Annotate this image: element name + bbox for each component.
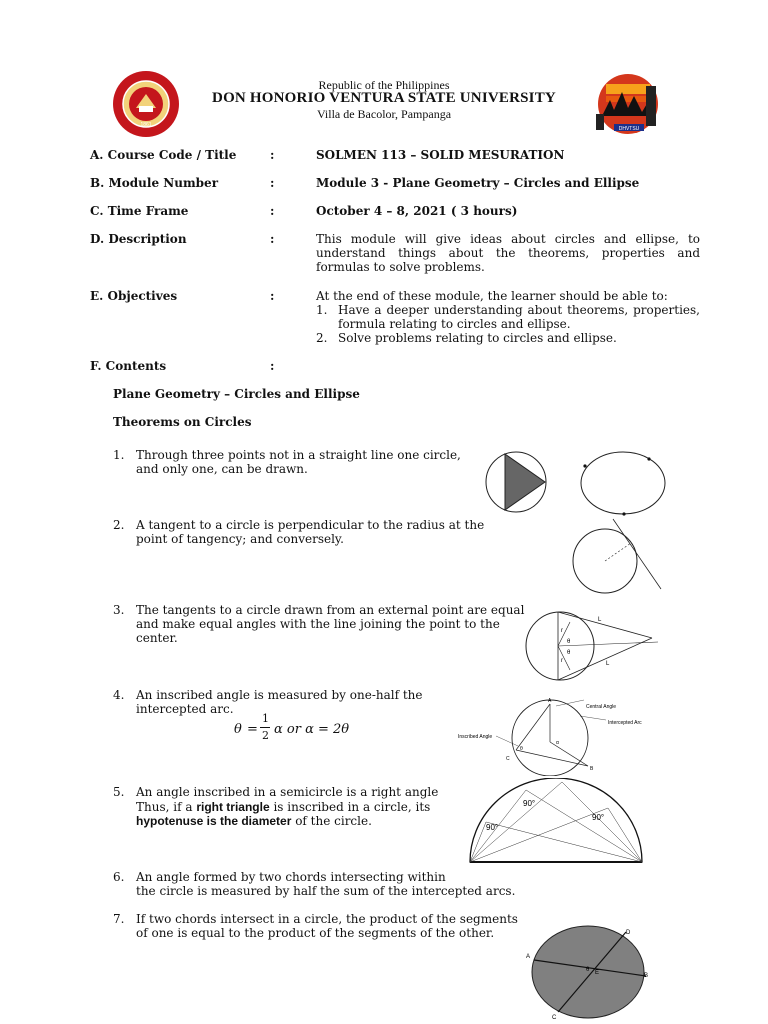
theorem-2-line2: point of tangency; and conversely. (136, 532, 344, 546)
theorem-1-line2: and only one, can be drawn. (136, 462, 308, 476)
theorem-5-line3-end: of the circle. (291, 814, 372, 828)
figure-inscribed-angle (456, 692, 668, 776)
university-name: DON HONORIO VENTURA STATE UNIVERSITY (212, 90, 556, 106)
fig7-label-A: A (526, 954, 531, 960)
course-code-label: A. Course Code / Title (90, 148, 237, 162)
theorem-3-line2: and make equal angles with the line joining the point to the (136, 617, 500, 631)
figure-intersecting-chords (524, 920, 658, 1020)
time-frame-value: October 4 – 8, 2021 ( 3 hours) (316, 204, 518, 218)
description-colon: : (270, 232, 275, 246)
formula-numerator: 1 (262, 712, 269, 725)
description-text: This module will give ideas about circles and ellipse, to understand things about the theorems, properties and formulas to solve problems. (316, 232, 700, 274)
objective-1-number: 1. (316, 303, 328, 317)
fig4-label-inscribed-angle: Inscribed Angle (458, 734, 493, 740)
theorem-1-line1: Through three points not in a straight line one circle, (136, 448, 461, 462)
objectives-colon: : (270, 289, 275, 303)
figure-tangent-radius (565, 515, 665, 600)
objective-2-number: 2. (316, 331, 328, 345)
fig5-label-90-top: 90° (523, 799, 536, 808)
fig4-label-central-angle: Central Angle (586, 704, 617, 710)
contents-label: F. Contents (90, 359, 167, 373)
fig5-label-90-right: 90° (592, 813, 605, 822)
theorem-5-line2-start: Thus, if a (136, 800, 197, 814)
republic-line: Republic of the Philippines (318, 78, 450, 92)
theorem-7-line2: of one is equal to the product of the segments of the other. (136, 926, 495, 940)
time-frame-label: C. Time Frame (90, 204, 189, 218)
fig3-label-L-top: L (598, 617, 602, 623)
theorem-3-line1: The tangents to a circle drawn from an external point are equal (136, 603, 525, 617)
fig3-label-r-bottom: r (561, 658, 563, 664)
theorems-title: Theorems on Circles (113, 415, 252, 429)
theorem-4-number: 4. (113, 688, 125, 702)
fig4-label-B: B (590, 766, 594, 772)
seal-year: 1861 (140, 122, 152, 128)
fig7-label-D: D (626, 930, 631, 936)
objective-2-text: Solve problems relating to circles and ellipse. (338, 331, 617, 345)
description-label: D. Description (90, 232, 187, 246)
theorem-5-line1: An angle inscribed in a semicircle is a right angle (136, 785, 439, 799)
theorem-5-line2-end: is inscribed in a circle, its (269, 800, 431, 814)
fig4-label-intercepted-arc: Intercepted Arc (608, 720, 642, 726)
course-code-colon: : (270, 148, 275, 162)
university-address: Villa de Bacolor, Pampanga (316, 107, 452, 121)
theorem-5-line3 (136, 814, 372, 828)
fig3-label-theta-2: θ (567, 650, 571, 656)
theorem-7-number: 7. (113, 912, 125, 926)
theorem-6-line2: the circle is measured by half the sum of the intercepted arcs. (136, 884, 516, 898)
theorem-5-bold-right-triangle: right triangle (196, 800, 270, 814)
objectives-label: E. Objectives (90, 289, 178, 303)
theorem-6-line1: An angle formed by two chords intersecting within (136, 870, 446, 884)
theorem-3-line3: center. (136, 631, 178, 645)
figure-semicircle-right-angle (466, 778, 648, 866)
theorem-5-number: 5. (113, 785, 125, 799)
theorem-7-line1: If two chords intersect in a circle, the product of the segments (136, 912, 518, 926)
fig3-label-theta-1: θ (567, 639, 571, 645)
fig4-label-alpha: α (556, 740, 559, 746)
time-frame-colon: : (270, 204, 275, 218)
fig7-label-E: E (595, 970, 600, 976)
formula-equals: = (247, 722, 258, 737)
theorem-6-number: 6. (113, 870, 125, 884)
fig3-label-r-top: r (561, 628, 563, 634)
objectives-intro: At the end of these module, the learner should be able to: (316, 289, 668, 303)
college-logo-text: DHVTSU (618, 126, 640, 132)
theorem-2-line1: A tangent to a circle is perpendicular to the radius at the (136, 518, 485, 532)
theorem-5-bold-hypotenuse: hypotenuse is the diameter (136, 814, 292, 828)
course-code-value: SOLMEN 113 – SOLID MESURATION (316, 148, 565, 162)
theorem-3-number: 3. (113, 603, 125, 617)
contents-colon: : (270, 359, 275, 373)
theorem-1-number: 1. (113, 448, 125, 462)
fig4-label-C: C (506, 756, 510, 762)
formula-rest: α or α = 2θ (274, 722, 350, 737)
contents-title: Plane Geometry – Circles and Ellipse (113, 387, 360, 401)
figure-three-points-circle (478, 446, 678, 522)
theorem-5-line2 (136, 800, 430, 814)
fig5-label-90-left: 90° (486, 823, 499, 832)
theorem-4-line2: intercepted arc. (136, 702, 234, 716)
fig7-label-B: B (644, 973, 649, 979)
module-number-colon: : (270, 176, 275, 190)
fig3-label-L-bottom: L (606, 661, 610, 667)
theorem-4-line1: An inscribed angle is measured by one-half the (136, 688, 423, 702)
theorem-2-number: 2. (113, 518, 125, 532)
figure-tangents-external-point (522, 598, 662, 684)
fig7-label-C: C (552, 1015, 557, 1020)
objective-1-text: Have a deeper understanding about theorems, properties, formula relating to circles and ellipse. (338, 303, 700, 331)
module-number-label: B. Module Number (90, 176, 219, 190)
fig4-label-theta: θ (520, 746, 523, 752)
formula-theta: θ (234, 722, 242, 737)
module-number-value: Module 3 - Plane Geometry – Circles and Ellipse (316, 176, 640, 190)
formula-denominator: 2 (262, 729, 269, 742)
fig4-label-A: A (548, 698, 552, 704)
fig7-label-theta: θ (586, 967, 590, 973)
